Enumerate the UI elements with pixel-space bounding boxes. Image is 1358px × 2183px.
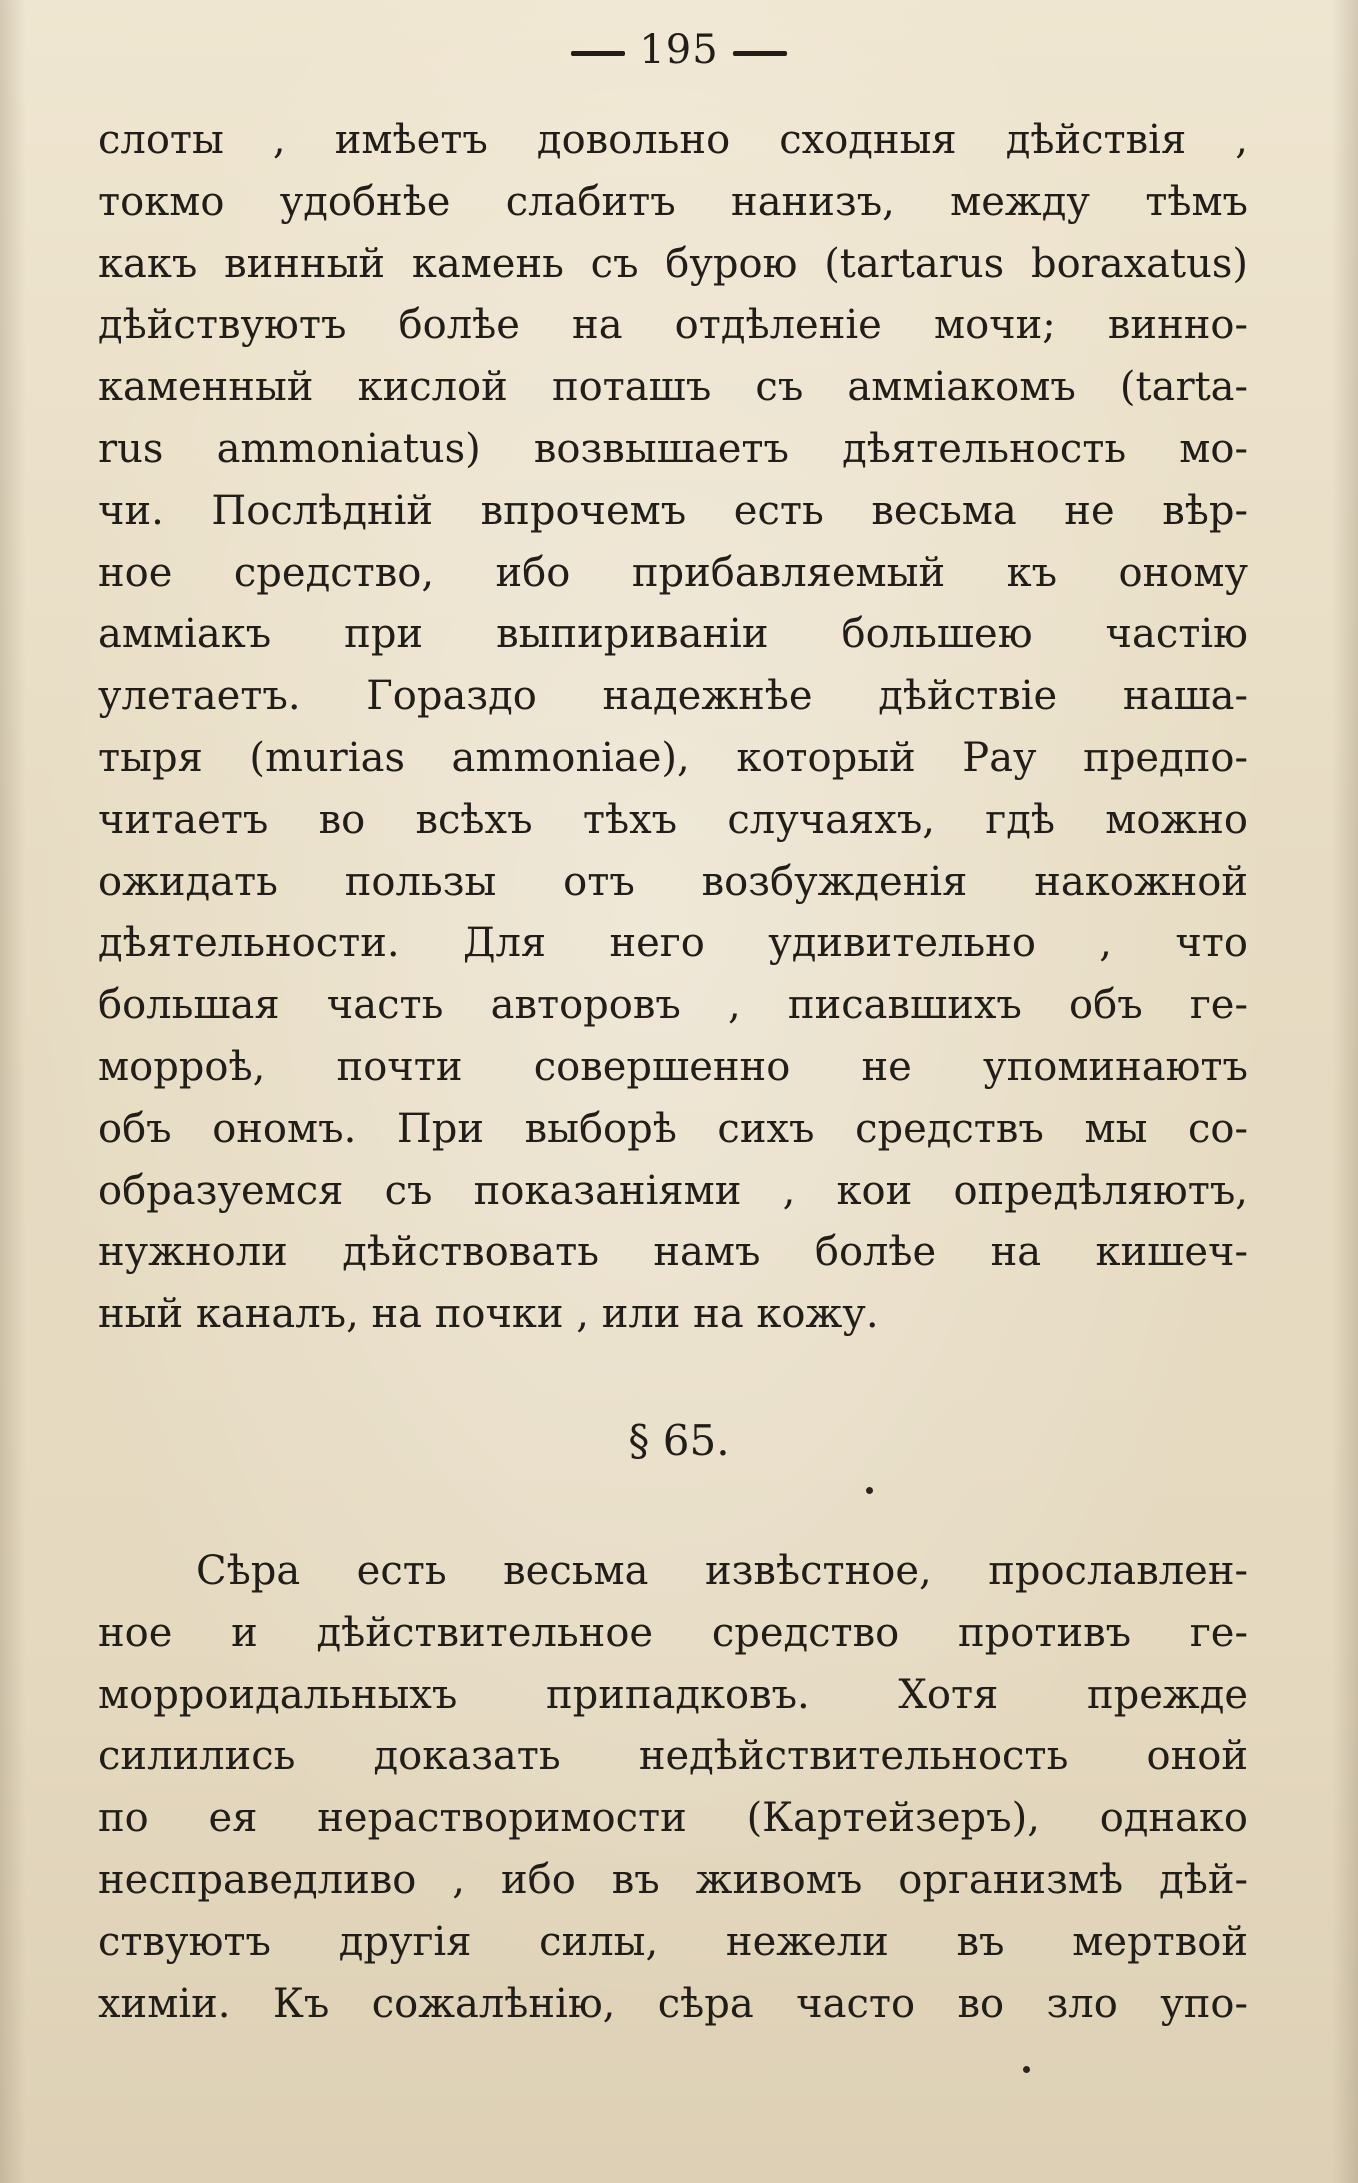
page-edge-left bbox=[0, 0, 26, 2183]
text-line-24: силились доказать недѣйствительность оной bbox=[98, 1733, 1248, 1780]
text-line-27: ствуютъ другія силы, нежели въ мертвой bbox=[98, 1918, 1248, 1965]
text-line-6: rus ammoniatus) возвышаетъ дѣятельность мо- bbox=[98, 425, 1248, 472]
text-line-8: ное средство, ибо прибавляемый къ оному bbox=[98, 549, 1248, 596]
page-header bbox=[0, 22, 1358, 78]
text-line-1: слоты , имѣетъ довольно сходныя дѣйствія , bbox=[98, 117, 1248, 163]
text-line-21: Сѣра есть весьма извѣстное, прославлен- bbox=[196, 1548, 1248, 1594]
text-line-25: по ея нерастворимости (Картейзеръ), однако bbox=[98, 1795, 1248, 1842]
text-line-28: химіи. Къ сожалѣнію, сѣра часто во зло упо- bbox=[98, 1980, 1248, 2027]
text-line-26: несправедливо , ибо въ живомъ организмѣ дѣй- bbox=[98, 1856, 1248, 1903]
text-line-4: дѣйствуютъ болѣе на отдѣленіе мочи; винно- bbox=[98, 302, 1248, 349]
header-dash-left bbox=[571, 51, 625, 56]
text-line-11: тыря (murias ammoniae), который Рау предпо- bbox=[98, 734, 1248, 781]
text-line-16: морроѣ, почти совершенно не упоминаютъ bbox=[98, 1043, 1248, 1090]
text-line-22: ное и дѣйствительное средство противъ ге- bbox=[98, 1609, 1248, 1656]
text-line-3: какъ винный камень съ бурою (tartarus boraxatus) bbox=[98, 240, 1248, 287]
text-line-5: каменный кислой поташъ съ аммiакомъ (tarta- bbox=[98, 364, 1248, 411]
text-line-20: ный каналъ, на почки , или на кожу. bbox=[98, 1291, 879, 1338]
text-line-7: чи. Послѣдній впрочемъ есть весьма не вѣр- bbox=[98, 487, 1248, 534]
text-line-17: объ ономъ. При выборѣ сихъ средствъ мы со- bbox=[98, 1105, 1248, 1152]
text-line-10: улетаетъ. Гораздо надежнѣе дѣйствіе наша- bbox=[98, 673, 1248, 720]
page-edge-right bbox=[1332, 0, 1358, 2183]
body-text-section-65 bbox=[98, 1541, 1248, 2035]
body-text bbox=[98, 110, 1248, 1346]
section-heading: § 65. bbox=[628, 1416, 730, 1465]
ink-speck bbox=[1023, 2066, 1030, 2073]
text-line-19: нужноли дѣйствовать намъ болѣе на кишеч- bbox=[98, 1229, 1248, 1276]
text-line-13: ожидать пользы отъ возбужденія накожной bbox=[98, 858, 1248, 905]
text-line-14: дѣятельности. Для него удивительно , что bbox=[98, 920, 1248, 967]
text-line-15: большая часть авторовъ , писавшихъ объ ге- bbox=[98, 982, 1248, 1029]
ink-speck bbox=[866, 1487, 873, 1494]
text-line-9: аммiакъ при выпириваніи большею частiю bbox=[98, 611, 1248, 658]
header-dash-right bbox=[733, 51, 787, 56]
text-line-12: читаетъ во всѣхъ тѣхъ случаяхъ, гдѣ можно bbox=[98, 796, 1248, 843]
page-number: 195 bbox=[639, 27, 719, 73]
text-line-2: токмо удобнѣе слабитъ нанизъ, между тѣмъ bbox=[98, 178, 1248, 225]
text-line-18: образуемся съ показаніями , кои опредѣляютъ, bbox=[98, 1167, 1248, 1214]
text-line-23: морроидальныхъ припадковъ. Хотя прежде bbox=[98, 1671, 1248, 1718]
